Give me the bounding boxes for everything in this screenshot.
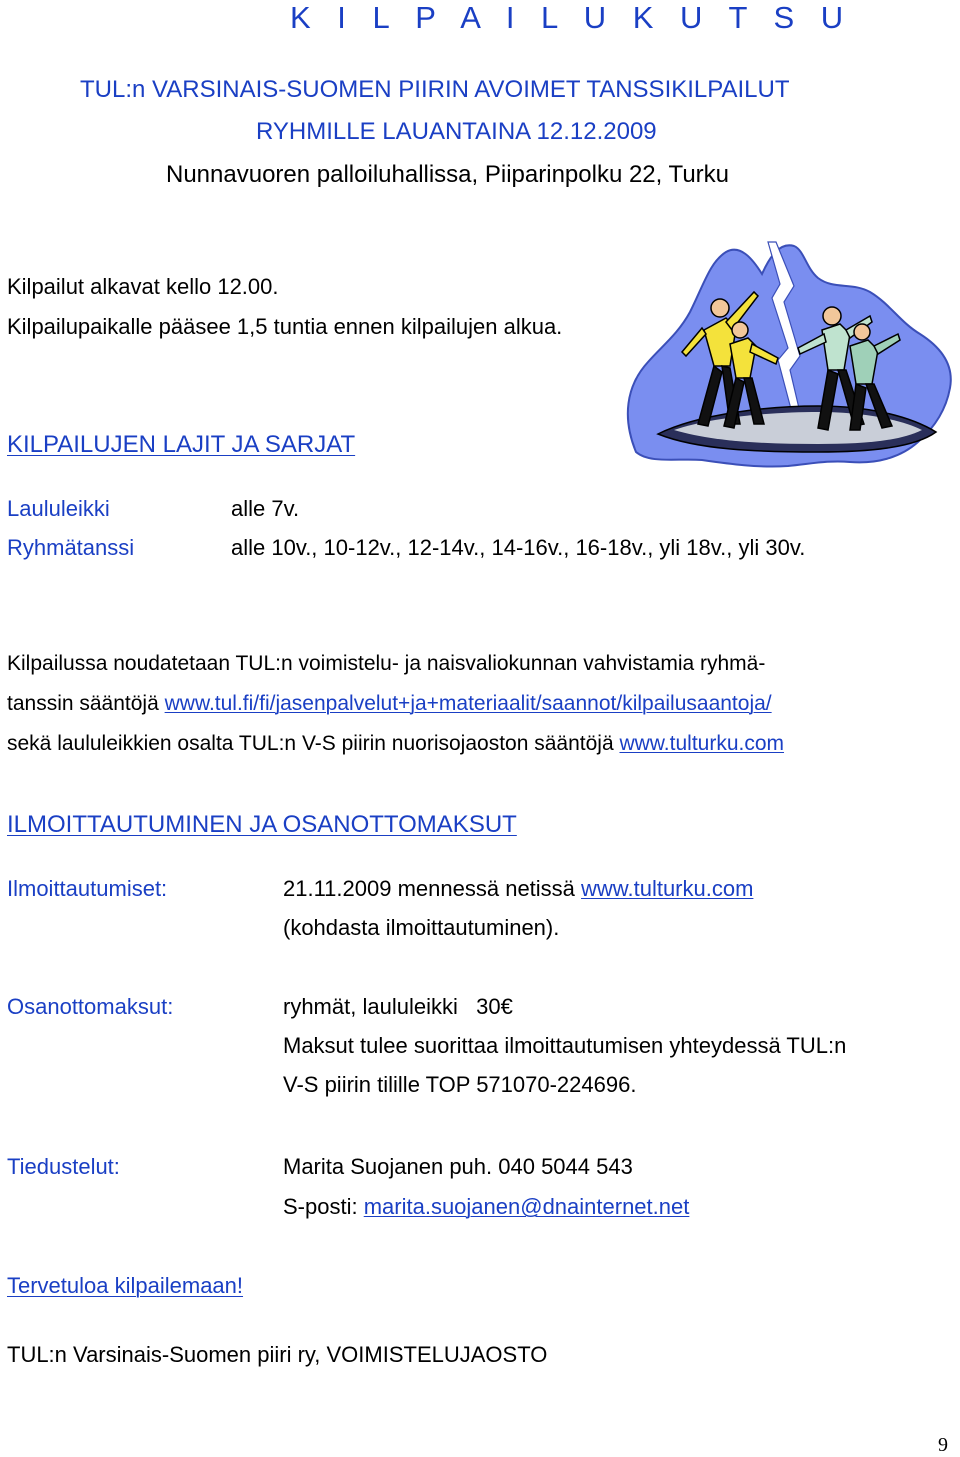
start-time: Kilpailut alkavat kello 12.00.	[7, 274, 279, 299]
rules-line2-text: tanssin sääntöjä	[7, 692, 165, 715]
registration-text: 21.11.2009 mennessä netissä	[283, 876, 582, 901]
event-title-line1: TUL:n VARSINAIS-SUOMEN PIIRIN AVOIMET TANSSIKILPAILUT	[80, 76, 790, 103]
registration-deadline	[283, 876, 753, 902]
fees-label: Osanottomaksut:	[7, 994, 174, 1019]
email-prefix: S-posti:	[283, 1194, 364, 1219]
category-name-laululeikki: Laululeikki	[7, 496, 110, 521]
venue-address: Piiparinpolku 22, Turku	[478, 161, 730, 188]
category-name-ryhmatanssi: Ryhmätanssi	[7, 535, 135, 560]
contact-email-link[interactable]: marita.suojanen@dnainternet.net	[363, 1194, 690, 1219]
registration-link[interactable]: www.tulturku.com	[581, 876, 754, 901]
contact-phone: Marita Suojanen puh. 040 5044 543	[283, 1154, 633, 1179]
registration-label: Ilmoittautumiset:	[7, 876, 168, 901]
welcome-text: Tervetuloa kilpailemaan!	[7, 1273, 244, 1298]
fees-payment-info: Maksut tulee suorittaa ilmoittautumisen yhteydessä TUL:n	[283, 1033, 847, 1058]
category-ages-ryhmatanssi: alle 10v., 10-12v., 12-14v., 14-16v., 16-18v., yli 18v., yli 30v.	[231, 535, 806, 560]
dancers-clipart	[618, 238, 958, 478]
registration-heading: ILMOITTAUTUMINEN JA OSANOTTOMAKSUT	[7, 811, 517, 838]
registration-note: (kohdasta ilmoittautuminen).	[283, 915, 560, 940]
rules-line3	[7, 732, 784, 756]
fees-amount: ryhmät, laululeikki 30€	[283, 994, 513, 1019]
category-ages-laululeikki: alle 7v.	[231, 496, 300, 521]
categories-heading: KILPAILUJEN LAJIT JA SARJAT	[7, 431, 356, 458]
page-title: K I L P A I L U K U T S U	[290, 0, 853, 35]
rules-line2	[7, 692, 772, 716]
tulturku-link[interactable]: www.tulturku.com	[619, 732, 785, 755]
event-venue	[166, 161, 729, 189]
contact-email-line	[283, 1194, 689, 1220]
fees-account: V-S piirin tilille TOP 571070-224696.	[283, 1072, 637, 1097]
tul-rules-link[interactable]: www.tul.fi/fi/jasenpalvelut+ja+materiaalit/saannot/kilpailusaantoja/	[164, 692, 772, 715]
rules-line3-text: sekä laululeikkien osalta TUL:n V-S piirin nuorisojaoston sääntöjä	[7, 732, 620, 755]
rules-line1: Kilpailussa noudatetaan TUL:n voimistelu- ja naisvaliokunnan vahvistamia ryhmä-	[7, 652, 766, 675]
contact-label: Tiedustelut:	[7, 1154, 120, 1179]
venue-name: Nunnavuoren palloiluhallissa,	[166, 161, 479, 188]
organizer-text: TUL:n Varsinais-Suomen piiri ry, VOIMISTELUJAOSTO	[7, 1342, 548, 1367]
event-title-line2: RYHMILLE LAUANTAINA 12.12.2009	[256, 118, 657, 145]
arrival-info: Kilpailupaikalle pääsee 1,5 tuntia ennen kilpailujen alkua.	[7, 314, 563, 339]
page-number: 9	[938, 1434, 948, 1456]
